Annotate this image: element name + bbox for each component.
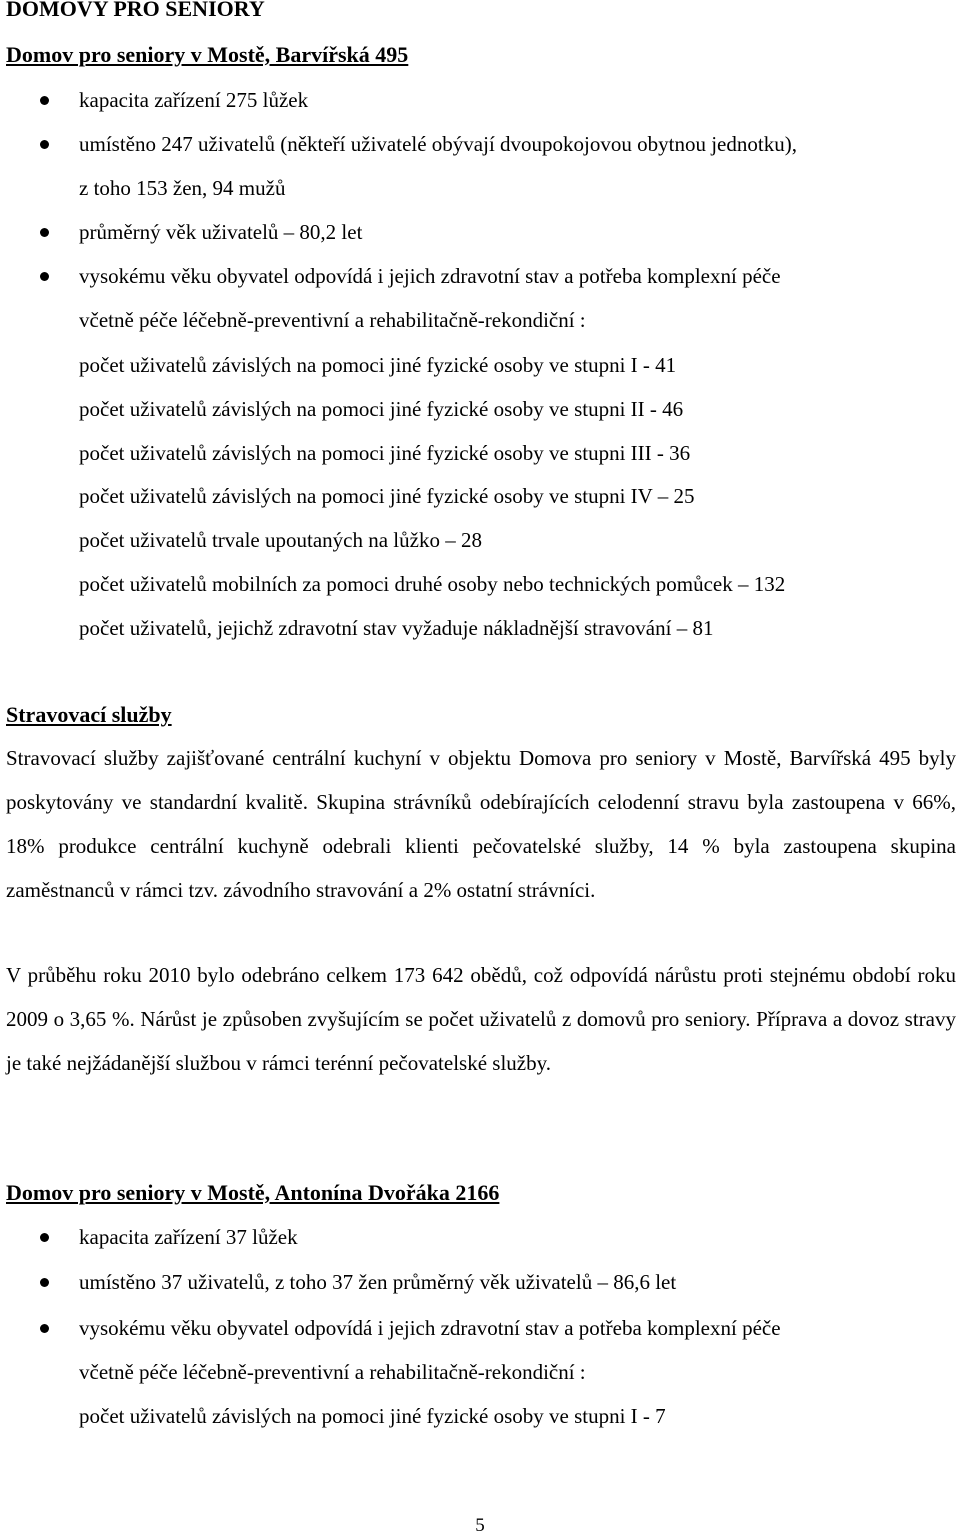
bullet-icon [40,140,49,149]
paragraph: V průběhu roku 2010 bylo odebráno celkem 173 642 obědů, což odpovídá nárůstu proti stejnému období roku 2009 o 3,65 %. Nárůst je způsoben zvyšujícím se počet uživatelů z domovů pro seniory. Příprava a dovoz stravy je také nejžádanější službou v rámci terénní pečovatelské služby. [6,963,956,1075]
list-item: umístěno 247 uživatelů (někteří uživatelé obývají dvoupokojovou obytnou jednotku), [79,132,797,156]
list-item-continuation: počet uživatelů, jejichž zdravotní stav vyžaduje nákladnější stravování – 81 [79,616,714,640]
paragraph: Stravovací služby zajišťované centrální kuchyní v objektu Domova pro seniory v Mostě, Barvířská 495 byly poskytovány ve standardní kvalitě. Skupina strávníků odebírajících celodenní stravu byla zastoupena v 66%, 18% produkce centrální kuchyně odebrali klienti pečovatelské služby, 14 % byla zastoupena skupina zaměstnanců v rámci tzv. závodního stravování a 2% ostatní strávníci. [6,746,956,902]
list-item-continuation: počet uživatelů závislých na pomoci jiné fyzické osoby ve stupni I - 41 [79,353,677,377]
list-item: průměrný věk uživatelů – 80,2 let [79,220,363,244]
list-item: umístěno 37 uživatelů, z toho 37 žen průměrný věk uživatelů – 86,6 let [79,1270,677,1294]
bullet-icon [40,96,49,105]
list-item-continuation: počet uživatelů závislých na pomoci jiné fyzické osoby ve stupni I - 7 [79,1404,666,1428]
bullet-icon [40,1278,49,1287]
list-item: kapacita zařízení 37 lůžek [79,1225,298,1249]
list-item-continuation: počet uživatelů závislých na pomoci jiné fyzické osoby ve stupni IV – 25 [79,484,695,508]
list-item-continuation: včetně péče léčebně-preventivní a rehabilitačně-rekondiční : [79,308,586,332]
list-item-continuation: počet uživatelů trvale upoutaných na lůžko – 28 [79,528,482,552]
bullet-icon [40,1233,49,1242]
list-item: vysokému věku obyvatel odpovídá i jejich zdravotní stav a potřeba komplexní péče [79,1316,781,1340]
section-heading-stravovaci: Stravovací služby [6,702,172,727]
bullet-icon [40,272,49,281]
page-number: 5 [475,1515,485,1536]
list-item-continuation: počet uživatelů závislých na pomoci jiné fyzické osoby ve stupni II - 46 [79,397,684,421]
bullet-icon [40,228,49,237]
section-heading-dvoraka: Domov pro seniory v Mostě, Antonína Dvořáka 2166 [6,1180,500,1205]
document-title: DOMOVY PRO SENIORY [6,0,265,21]
list-item: kapacita zařízení 275 lůžek [79,88,309,112]
list-item: vysokému věku obyvatel odpovídá i jejich zdravotní stav a potřeba komplexní péče [79,264,781,288]
bullet-icon [40,1324,49,1333]
list-item-continuation: z toho 153 žen, 94 mužů [79,176,286,200]
section-heading-barvirska: Domov pro seniory v Mostě, Barvířská 495 [6,42,409,67]
list-item-continuation: počet uživatelů závislých na pomoci jiné fyzické osoby ve stupni III - 36 [79,441,691,465]
list-item-continuation: včetně péče léčebně-preventivní a rehabilitačně-rekondiční : [79,1360,586,1384]
list-item-continuation: počet uživatelů mobilních za pomoci druhé osoby nebo technických pomůcek – 132 [79,572,786,596]
